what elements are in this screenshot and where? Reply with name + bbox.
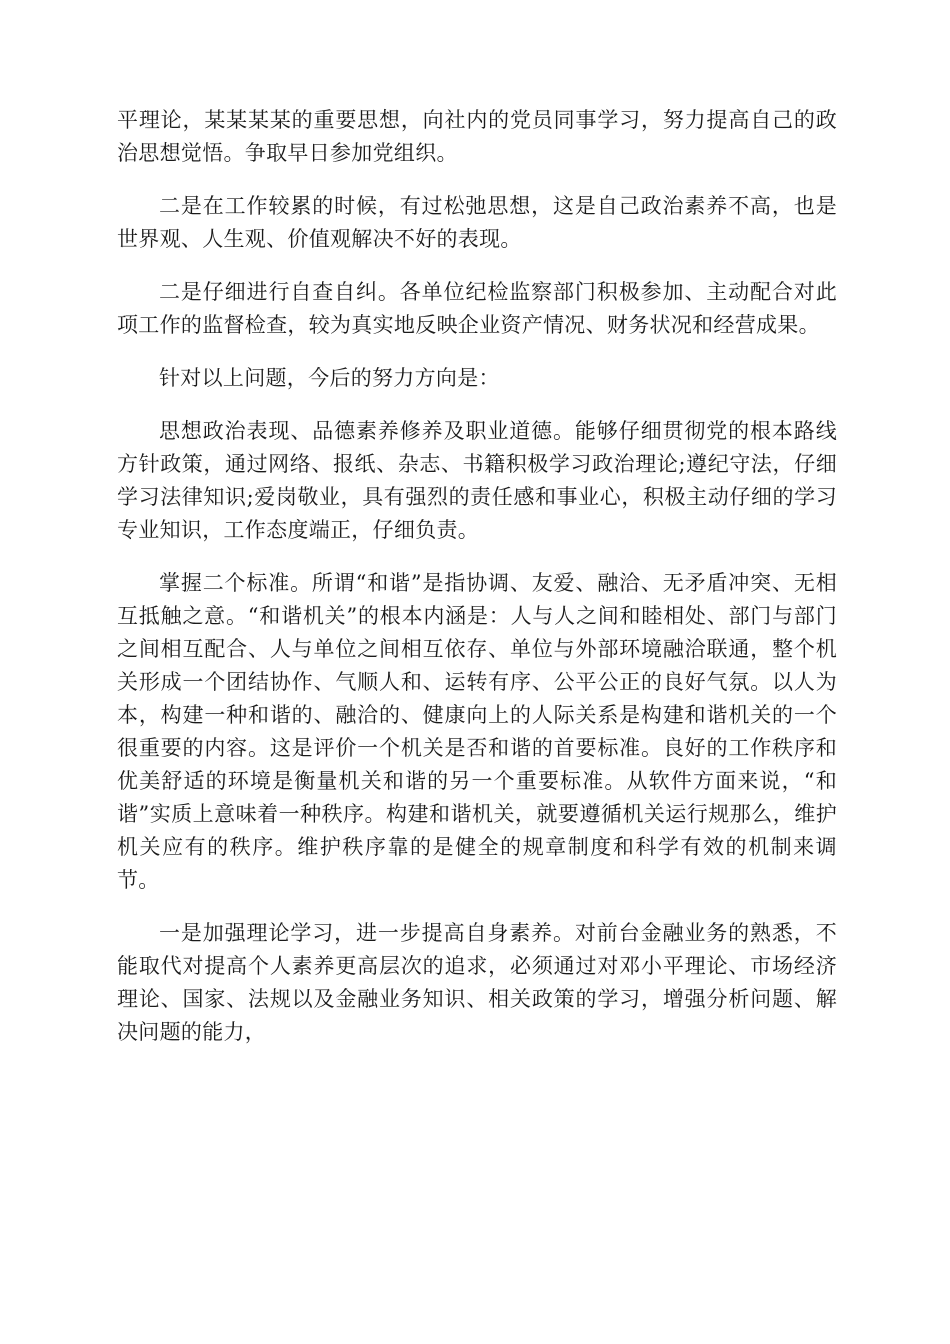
paragraph-theory-study: 一是加强理论学习，进一步提高自身素养。对前台金融业务的熟悉，不能取代对提高个人素养更高层次的追求，必须通过对邓小平理论、市场经济理论、国家、法规以及金融业务知识、相关政策的学习，增强分析问题、解决问题的能力，: [117, 921, 837, 1044]
paragraph-two-standards: 掌握二个标准。所谓“和谐”是指协调、友爱、融洽、无矛盾冲突、无相互抵触之意。“和谐机关”的根本内涵是：人与人之间和睦相处、部门与部门之间相互配合、人与单位之间相互依存、单位与外部环境融洽联通，整个机关形成一个团结协作、气顺人和、运转有序、公平公正的良好气氛。以人为本，构建一种和谐的、融洽的、健康向上的人际关系是构建和谐机关的一个很重要的内容。这是评价一个机关是否和谐的首要标准。良好的工作秩序和优美舒适的环境是衡量机关和谐的另一个重要标准。从软件方面来说，“和谐”实质上意味着一种秩序。构建和谐机关，就要遵循机关运行规那么，维护机关应有的秩序。维护秩序靠的是健全的规章制度和科学有效的机制来调节。: [117, 571, 837, 892]
paragraph-future-direction: 针对以上问题，今后的努力方向是：: [159, 366, 500, 390]
paragraph-self-inspection: 二是仔细进行自查自纠。各单位纪检监察部门积极参加、主动配合对此项工作的监督检查，较为真实地反映企业资产情况、财务状况和经营成果。: [117, 280, 837, 337]
paragraph-political-performance: 思想政治表现、品德素养修养及职业道德。能够仔细贯彻党的根本路线方针政策，通过网络、报纸、杂志、书籍积极学习政治理论;遵纪守法，仔细学习法律知识;爱岗敬业，具有强烈的责任感和事业心，积极主动仔细的学习专业知识，工作态度端正，仔细负责。: [117, 419, 837, 542]
document-body: [117, 104, 837, 1069]
paragraph-relaxed-thinking: 二是在工作较累的时候，有过松弛思想，这是自己政治素养不高，也是世界观、人生观、价值观解决不好的表现。: [117, 194, 837, 251]
paragraph-continuation: 平理论，某某某某的重要思想，向社内的党员同事学习，努力提高自己的政治思想觉悟。争取早日参加党组织。: [117, 108, 837, 165]
